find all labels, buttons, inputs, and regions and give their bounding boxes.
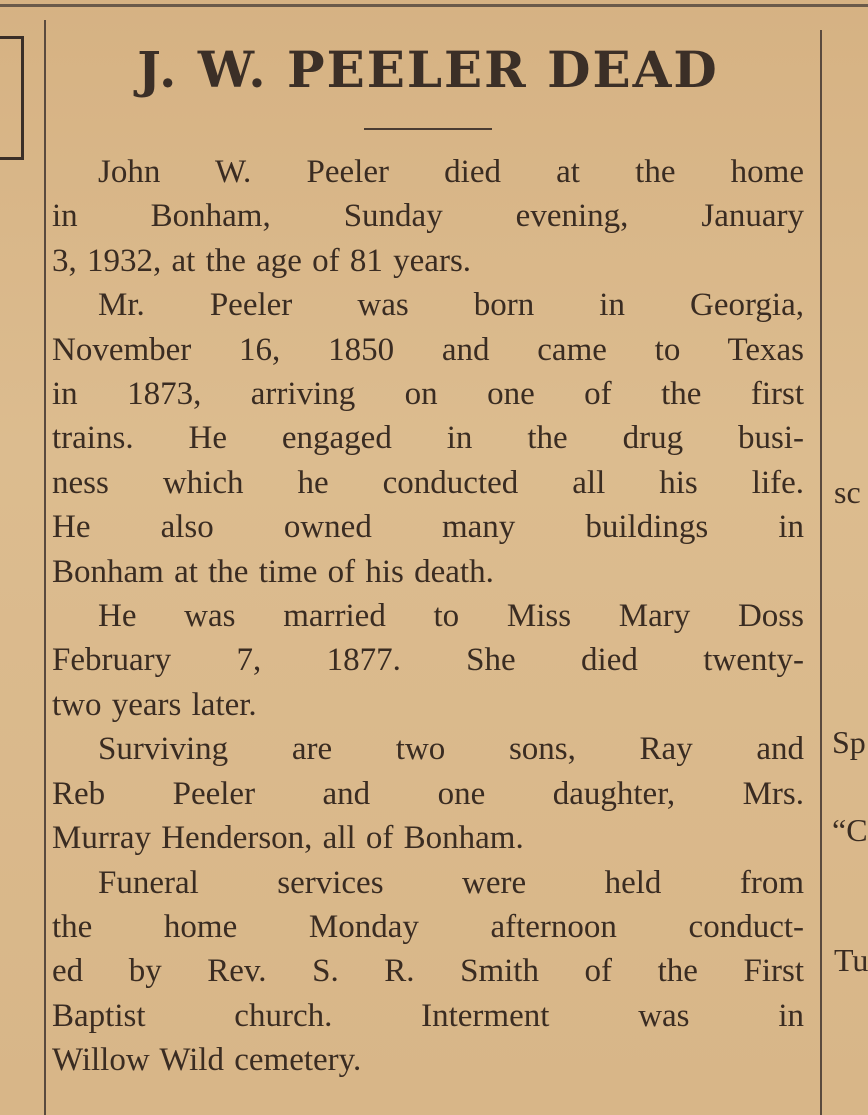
- column-rule-left: [44, 20, 46, 1115]
- paragraph-1-line-1: John W. Peeler died at the home: [98, 154, 804, 190]
- column-rule-right: [820, 30, 822, 1115]
- paragraph-5-line-2: the home Monday afternoon conduct-: [52, 908, 804, 945]
- paragraph-4-line-1: Surviving are two sons, Ray and: [98, 731, 804, 768]
- paragraph-1-line-3: 3, 1932, at the age of 81 years.: [52, 242, 472, 279]
- headline-divider: [364, 128, 492, 130]
- obituary-article: [52, 38, 804, 1083]
- paragraph-2-line-2: November 16, 1850 and came to Texas: [52, 331, 804, 368]
- paragraph-3-line-2: February 7, 1877. She died twenty-: [52, 642, 804, 679]
- paragraph-2-line-4: trains. He engaged in the drug busi-: [52, 420, 804, 457]
- paragraph-5-line-4: Baptist church. Interment was in: [52, 997, 804, 1034]
- paragraph-5-line-3: ed by Rev. S. R. Smith of the First: [52, 953, 804, 990]
- paragraph-5-line-1: Funeral services were held from: [98, 864, 804, 901]
- paragraph-1-line-2: in Bonham, Sunday evening, January: [52, 198, 804, 235]
- headline: J. W. PEELER DEAD: [137, 40, 719, 99]
- paragraph-3-line-1: He was married to Miss Mary Doss: [98, 598, 804, 635]
- left-column-bracket: [0, 36, 24, 160]
- paragraph-2-line-5: ness which he conducted all his life.: [52, 464, 804, 501]
- paragraph-2-line-1: Mr. Peeler was born in Georgia,: [98, 287, 804, 324]
- paragraph-3-line-3: two years later.: [52, 686, 257, 723]
- top-rule: [0, 4, 868, 7]
- paragraph-2-line-6: He also owned many buildings in: [52, 509, 804, 546]
- paragraph-4-line-3: Murray Henderson, all of Bonham.: [52, 820, 524, 857]
- adjacent-column-fragment-2: Sp: [832, 724, 866, 760]
- paragraph-5-line-5: Willow Wild cemetery.: [52, 1042, 362, 1079]
- adjacent-column-fragment-4: Tu: [834, 942, 868, 978]
- paragraph-2-line-3: in 1873, arriving on one of the first: [52, 376, 804, 413]
- article-body: [52, 150, 804, 1083]
- adjacent-column-fragment-3: “C: [832, 812, 868, 848]
- adjacent-column-fragment-1: sc: [834, 474, 861, 510]
- paragraph-4-line-2: Reb Peeler and one daughter, Mrs.: [52, 775, 804, 812]
- paragraph-2-line-7: Bonham at the time of his death.: [52, 553, 494, 590]
